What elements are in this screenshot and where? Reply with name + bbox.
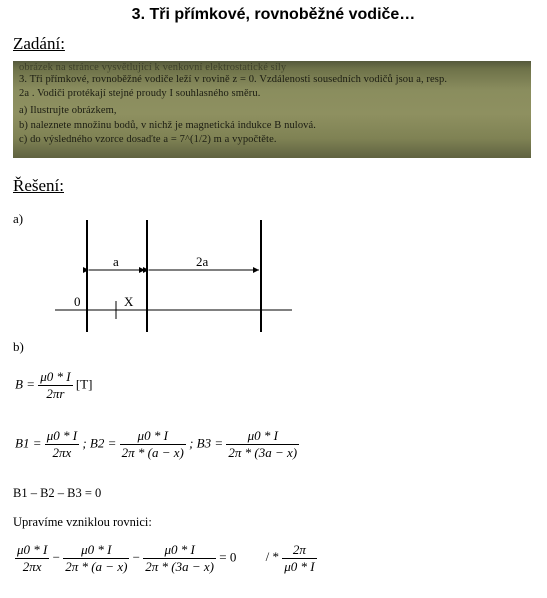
eq4-multiply: / *: [265, 549, 279, 565]
eq4-minus-2: −: [132, 549, 141, 565]
origin-label: 0: [74, 294, 81, 309]
zadani-heading: Zadání:: [13, 34, 65, 53]
eq4-equals-zero: = 0: [219, 549, 237, 565]
dim-label-a: a: [113, 254, 119, 269]
eq2-sep2: ; B3 =: [189, 435, 224, 451]
eq4-minus-1: −: [52, 549, 60, 565]
x-label: X: [124, 294, 134, 309]
eq1-unit: [T]: [75, 376, 93, 392]
eq2-b3-denominator: 2π * (3a − x): [228, 445, 298, 460]
eq2-b3-fraction: [226, 428, 299, 461]
photo-line-3: a) Ilustrujte obrázkem,: [19, 105, 117, 116]
eq2-b2-numerator: μ0 * I: [120, 428, 186, 445]
photo-line-0: obrázek na stránce vysvětlující k venkovní elektrostatické síly: [19, 62, 287, 73]
eq1-numerator: μ0 * I: [40, 369, 71, 384]
eq1-fraction: [38, 369, 72, 402]
equation-final: [15, 542, 317, 575]
eq2-b1: B1 =: [15, 435, 42, 451]
part-a-label: a): [13, 211, 24, 226]
photo-line-1: 3. Tři přímkové, rovnoběžné vodiče leží v rovině z = 0. Vzdálenosti sousedních vodičů jsou a, resp.: [19, 74, 448, 85]
equation-b123: [15, 428, 299, 461]
part-b-label: b): [13, 339, 24, 354]
eq4-term3-numerator: μ0 * I: [143, 542, 216, 559]
eq4-term2: [63, 542, 129, 575]
equation-sum-zero: B1 – B2 – B3 = 0: [13, 486, 102, 500]
eq4-term1-numerator: μ0 * I: [17, 542, 48, 557]
eq2-b1-fraction: [45, 428, 79, 461]
text-upravime: Upravíme vzniklou rovnici:: [13, 515, 152, 529]
photo-line-2: 2a . Vodiči protékají stejné proudy I souhlasného směru.: [19, 88, 261, 99]
eq4-term2-denominator: 2π * (a − x): [65, 559, 128, 574]
eq2-b2-denominator: 2π * (a − x): [121, 445, 184, 460]
eq4-term1-denominator: 2πx: [22, 559, 42, 574]
eq4-term3-denominator: 2π * (3a − x): [145, 559, 214, 574]
photo-line-4: b) naleznete množinu bodů, v nichž je magnetická indukce B nulová.: [19, 120, 317, 131]
eq4-term1: [15, 542, 49, 575]
eq1-denominator: 2πr: [46, 386, 65, 401]
eq2-b3-numerator: μ0 * I: [226, 428, 299, 445]
eq4-multiplier-denominator: μ0 * I: [284, 559, 315, 574]
eq4-multiplier-numerator: 2π: [282, 542, 316, 559]
photo-line-5: c) do výsledného vzorce dosaďte a = 7^(1/2) m a vypočtěte.: [19, 134, 277, 145]
equation-b-general: [15, 369, 92, 402]
eq4-term2-numerator: μ0 * I: [63, 542, 129, 559]
eq1-lhs: B =: [15, 376, 35, 392]
reseni-heading: Řešení:: [13, 176, 64, 195]
dim-label-2a: 2a: [196, 254, 209, 269]
page-title: 3. Tři přímkové, rovnoběžné vodiče…: [131, 6, 416, 23]
eq4-term3: [143, 542, 216, 575]
eq2-b1-denominator: 2πx: [52, 445, 72, 460]
eq2-sep1: ; B2 =: [82, 435, 117, 451]
eq4-multiplier: [282, 542, 316, 575]
eq2-b1-numerator: μ0 * I: [46, 428, 78, 443]
eq2-b2-fraction: [120, 428, 186, 461]
